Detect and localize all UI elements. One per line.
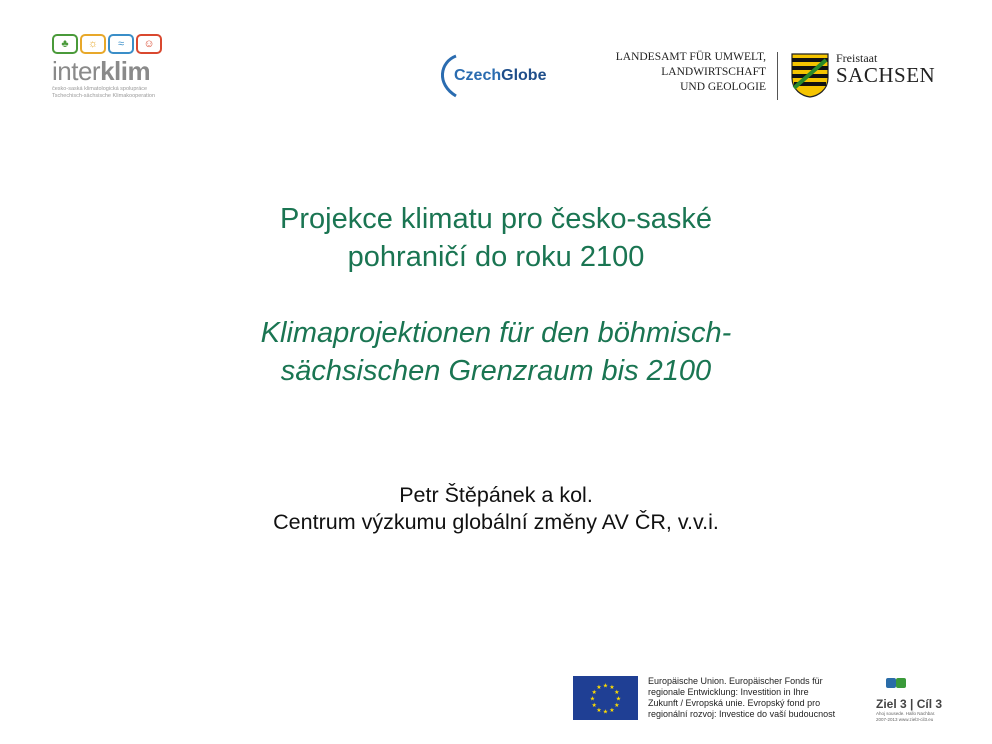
eu-star: ★ (596, 685, 602, 692)
interklim-icons (52, 34, 212, 54)
title-czech (96, 200, 896, 276)
wave-icon: ≈ (108, 34, 134, 54)
saxony-freistaat: Freistaat (836, 51, 878, 65)
eu-text-line-3: Zukunft / Evropská unie. Evropský fond pro (648, 698, 821, 708)
ziel3-text: Ziel 3 | Cíl 3 (876, 697, 943, 711)
eu-star: ★ (591, 703, 597, 709)
eu-text-line-2: regionale Entwicklung: Investition in Ihre (648, 687, 809, 697)
eu-funding-text (648, 676, 868, 720)
tree-icon: ♣ (52, 34, 78, 54)
eu-star: ★ (614, 690, 620, 696)
lfulg-logo (596, 50, 766, 95)
eu-star: ★ (602, 683, 609, 690)
ziel3-slogan: Ahoj sousede. Hallo Nachbar. (876, 711, 936, 716)
saxony-coat-of-arms-icon (790, 52, 830, 98)
eu-funding-block (573, 676, 868, 720)
author-name: Petr Štěpánek a kol. (399, 483, 593, 507)
eu-star: ★ (596, 707, 602, 714)
eu-text-line-1: Europäische Union. Europäischer Fonds für (648, 676, 823, 686)
interklim-logo (52, 34, 212, 124)
eu-star: ★ (591, 690, 597, 696)
interklim-tagline-cz: česko-saská klimatologická spolupráce (52, 86, 148, 92)
lfulg-line-1: LANDESAMT FÜR UMWELT, (615, 51, 766, 63)
czechglobe-arc-icon (436, 54, 460, 98)
eu-star: ★ (589, 696, 596, 703)
czechglobe-part2: Globe (501, 67, 547, 84)
author-block (96, 482, 896, 536)
eu-flag-icon (573, 676, 638, 720)
interklim-word-bold: klim (100, 56, 151, 86)
eu-stars (573, 676, 638, 720)
eu-star: ★ (609, 707, 615, 714)
lfulg-line-2: LANDWIRTSCHAFT (661, 66, 766, 78)
czechglobe-wordmark (454, 67, 546, 85)
title-german-line-1: Klimaprojektionen für den böhmisch- (260, 317, 732, 349)
eu-star: ★ (602, 709, 609, 716)
interklim-tagline-de: Tschechisch-sächsische Klimakooperation (52, 93, 156, 99)
saxony-sachsen: SACHSEN (836, 63, 936, 87)
logo-divider (777, 52, 778, 100)
lfulg-line-3: UND GEOLOGIE (680, 81, 766, 93)
interklim-wordmark (52, 56, 212, 86)
eu-text-line-4: regionální rozvoj: Investice do vaší budoucnost (648, 709, 836, 719)
eu-star: ★ (615, 696, 622, 703)
ziel3-url: 2007-2013 www.ziel3-cil3.eu (876, 717, 934, 722)
title-block (96, 200, 896, 390)
ziel3-logo (876, 676, 956, 723)
puzzle-icon (876, 676, 916, 690)
saxony-logo (790, 52, 935, 98)
author-affiliation: Centrum výzkumu globální změny AV ČR, v.v.i. (273, 510, 719, 534)
title-czech-line-2: pohraničí do roku 2100 (347, 241, 645, 273)
eu-star: ★ (614, 703, 620, 709)
title-czech-line-1: Projekce klimatu pro česko-saské (280, 203, 712, 235)
person-icon: ☺ (136, 34, 162, 54)
title-german-line-2: sächsischen Grenzraum bis 2100 (280, 355, 712, 387)
eu-star: ★ (609, 685, 615, 692)
czechglobe-logo (436, 54, 546, 98)
interklim-word-light: inter (52, 56, 101, 86)
sun-icon: ☼ (80, 34, 106, 54)
czechglobe-part1: Czech (454, 67, 502, 84)
title-german (96, 314, 896, 390)
